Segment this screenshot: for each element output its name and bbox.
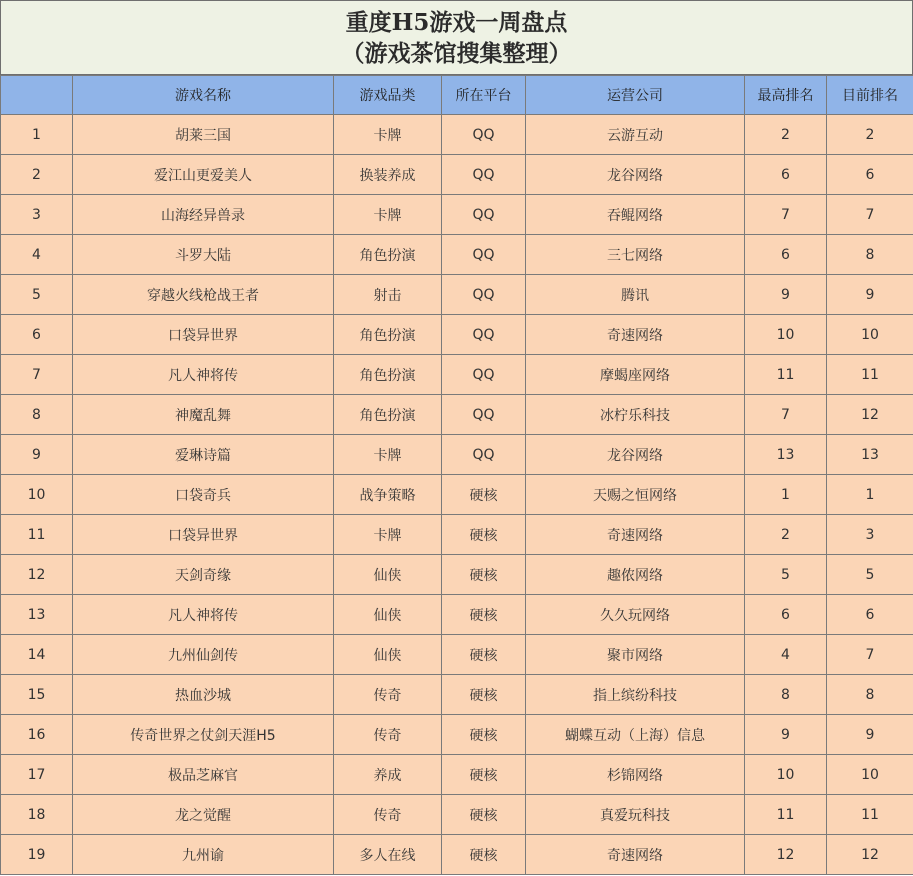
- cell-game-name: 龙之觉醒: [73, 795, 334, 835]
- table-row: [1, 795, 913, 835]
- cell-highest-rank: 12: [745, 835, 827, 875]
- cell-current-rank: 3: [827, 515, 913, 555]
- table-row: [1, 355, 913, 395]
- cell-genre: 仙侠: [334, 595, 442, 635]
- cell-game-name: 斗罗大陆: [73, 235, 334, 275]
- cell-index: 16: [1, 715, 73, 755]
- cell-index: 13: [1, 595, 73, 635]
- cell-platform: QQ: [442, 435, 526, 475]
- cell-highest-rank: 10: [745, 315, 827, 355]
- cell-index: 7: [1, 355, 73, 395]
- cell-index: 8: [1, 395, 73, 435]
- cell-platform: 硬核: [442, 515, 526, 555]
- cell-platform: 硬核: [442, 675, 526, 715]
- cell-index: 12: [1, 555, 73, 595]
- cell-highest-rank: 6: [745, 595, 827, 635]
- table-row: [1, 835, 913, 875]
- cell-operator: 摩蝎座网络: [526, 355, 745, 395]
- ranking-table: [0, 75, 913, 875]
- table-row: [1, 515, 913, 555]
- header-row: [1, 76, 913, 115]
- table-row: [1, 115, 913, 155]
- cell-highest-rank: 11: [745, 355, 827, 395]
- cell-index: 9: [1, 435, 73, 475]
- cell-highest-rank: 8: [745, 675, 827, 715]
- cell-platform: 硬核: [442, 755, 526, 795]
- table-row: [1, 395, 913, 435]
- cell-genre: 卡牌: [334, 435, 442, 475]
- cell-operator: 指上缤纷科技: [526, 675, 745, 715]
- cell-operator: 聚市网络: [526, 635, 745, 675]
- cell-current-rank: 11: [827, 795, 913, 835]
- cell-game-name: 神魔乱舞: [73, 395, 334, 435]
- table-row: [1, 435, 913, 475]
- cell-operator: 蝴蝶互动（上海）信息: [526, 715, 745, 755]
- cell-current-rank: 2: [827, 115, 913, 155]
- cell-game-name: 九州仙剑传: [73, 635, 334, 675]
- header-operator: 运营公司: [526, 76, 745, 115]
- header-platform: 所在平台: [442, 76, 526, 115]
- title-banner: [0, 0, 913, 75]
- table-row: [1, 595, 913, 635]
- cell-highest-rank: 2: [745, 515, 827, 555]
- cell-genre: 传奇: [334, 675, 442, 715]
- cell-current-rank: 6: [827, 595, 913, 635]
- cell-genre: 传奇: [334, 715, 442, 755]
- title-line-2: （游戏茶馆搜集整理）: [341, 39, 572, 67]
- table-row: [1, 195, 913, 235]
- cell-highest-rank: 6: [745, 235, 827, 275]
- cell-game-name: 山海经异兽录: [73, 195, 334, 235]
- cell-highest-rank: 7: [745, 195, 827, 235]
- cell-game-name: 极品芝麻官: [73, 755, 334, 795]
- table-row: [1, 555, 913, 595]
- cell-highest-rank: 11: [745, 795, 827, 835]
- cell-index: 4: [1, 235, 73, 275]
- cell-current-rank: 8: [827, 235, 913, 275]
- cell-highest-rank: 9: [745, 715, 827, 755]
- cell-genre: 角色扮演: [334, 355, 442, 395]
- cell-highest-rank: 5: [745, 555, 827, 595]
- cell-genre: 角色扮演: [334, 315, 442, 355]
- cell-operator: 腾讯: [526, 275, 745, 315]
- cell-platform: 硬核: [442, 595, 526, 635]
- cell-platform: 硬核: [442, 835, 526, 875]
- cell-current-rank: 12: [827, 835, 913, 875]
- cell-genre: 卡牌: [334, 195, 442, 235]
- cell-game-name: 九州谕: [73, 835, 334, 875]
- cell-index: 5: [1, 275, 73, 315]
- cell-game-name: 口袋异世界: [73, 515, 334, 555]
- cell-operator: 吞鲲网络: [526, 195, 745, 235]
- cell-current-rank: 7: [827, 635, 913, 675]
- cell-game-name: 胡莱三国: [73, 115, 334, 155]
- header-game-name: 游戏名称: [73, 76, 334, 115]
- header-current-rank: 目前排名: [827, 76, 913, 115]
- cell-game-name: 口袋异世界: [73, 315, 334, 355]
- cell-current-rank: 13: [827, 435, 913, 475]
- cell-game-name: 穿越火线枪战王者: [73, 275, 334, 315]
- cell-platform: QQ: [442, 195, 526, 235]
- table-row: [1, 315, 913, 355]
- cell-index: 6: [1, 315, 73, 355]
- cell-operator: 天赐之恒网络: [526, 475, 745, 515]
- cell-platform: 硬核: [442, 635, 526, 675]
- cell-current-rank: 12: [827, 395, 913, 435]
- cell-game-name: 凡人神将传: [73, 355, 334, 395]
- table-row: [1, 235, 913, 275]
- cell-genre: 角色扮演: [334, 235, 442, 275]
- cell-game-name: 传奇世界之仗剑天涯H5: [73, 715, 334, 755]
- cell-index: 14: [1, 635, 73, 675]
- cell-index: 19: [1, 835, 73, 875]
- cell-platform: 硬核: [442, 475, 526, 515]
- cell-genre: 传奇: [334, 795, 442, 835]
- cell-genre: 射击: [334, 275, 442, 315]
- cell-platform: QQ: [442, 115, 526, 155]
- table-row: [1, 475, 913, 515]
- cell-genre: 养成: [334, 755, 442, 795]
- table-row: [1, 755, 913, 795]
- cell-game-name: 凡人神将传: [73, 595, 334, 635]
- cell-game-name: 天剑奇缘: [73, 555, 334, 595]
- cell-genre: 换装养成: [334, 155, 442, 195]
- cell-genre: 仙侠: [334, 635, 442, 675]
- cell-operator: 奇速网络: [526, 315, 745, 355]
- cell-operator: 趣侬网络: [526, 555, 745, 595]
- cell-current-rank: 10: [827, 315, 913, 355]
- cell-index: 1: [1, 115, 73, 155]
- cell-current-rank: 7: [827, 195, 913, 235]
- cell-highest-rank: 6: [745, 155, 827, 195]
- cell-operator: 真爱玩科技: [526, 795, 745, 835]
- cell-genre: 卡牌: [334, 115, 442, 155]
- cell-platform: QQ: [442, 315, 526, 355]
- cell-genre: 战争策略: [334, 475, 442, 515]
- cell-index: 15: [1, 675, 73, 715]
- cell-platform: 硬核: [442, 555, 526, 595]
- cell-operator: 龙谷网络: [526, 435, 745, 475]
- cell-highest-rank: 10: [745, 755, 827, 795]
- cell-genre: 仙侠: [334, 555, 442, 595]
- cell-highest-rank: 2: [745, 115, 827, 155]
- title-line-1: 重度H5游戏一周盘点: [345, 8, 568, 36]
- cell-operator: 久久玩网络: [526, 595, 745, 635]
- cell-platform: QQ: [442, 395, 526, 435]
- cell-index: 10: [1, 475, 73, 515]
- cell-operator: 杉锦网络: [526, 755, 745, 795]
- table-row: [1, 715, 913, 755]
- cell-game-name: 口袋奇兵: [73, 475, 334, 515]
- cell-highest-rank: 13: [745, 435, 827, 475]
- cell-genre: 角色扮演: [334, 395, 442, 435]
- cell-highest-rank: 7: [745, 395, 827, 435]
- cell-current-rank: 10: [827, 755, 913, 795]
- cell-genre: 卡牌: [334, 515, 442, 555]
- cell-operator: 奇速网络: [526, 835, 745, 875]
- cell-operator: 奇速网络: [526, 515, 745, 555]
- cell-highest-rank: 4: [745, 635, 827, 675]
- cell-index: 11: [1, 515, 73, 555]
- cell-current-rank: 5: [827, 555, 913, 595]
- cell-operator: 三七网络: [526, 235, 745, 275]
- cell-platform: 硬核: [442, 715, 526, 755]
- cell-game-name: 爱琳诗篇: [73, 435, 334, 475]
- cell-current-rank: 9: [827, 275, 913, 315]
- cell-highest-rank: 1: [745, 475, 827, 515]
- header-index: [1, 76, 73, 115]
- cell-platform: QQ: [442, 355, 526, 395]
- cell-current-rank: 1: [827, 475, 913, 515]
- table-row: [1, 675, 913, 715]
- cell-index: 18: [1, 795, 73, 835]
- header-highest-rank: 最高排名: [745, 76, 827, 115]
- cell-index: 17: [1, 755, 73, 795]
- cell-operator: 冰柠乐科技: [526, 395, 745, 435]
- header-genre: 游戏品类: [334, 76, 442, 115]
- cell-current-rank: 9: [827, 715, 913, 755]
- cell-index: 2: [1, 155, 73, 195]
- cell-current-rank: 6: [827, 155, 913, 195]
- table-row: [1, 275, 913, 315]
- table-row: [1, 155, 913, 195]
- cell-platform: QQ: [442, 275, 526, 315]
- cell-current-rank: 8: [827, 675, 913, 715]
- cell-genre: 多人在线: [334, 835, 442, 875]
- cell-game-name: 爱江山更爱美人: [73, 155, 334, 195]
- cell-current-rank: 11: [827, 355, 913, 395]
- cell-highest-rank: 9: [745, 275, 827, 315]
- cell-platform: QQ: [442, 235, 526, 275]
- table-row: [1, 635, 913, 675]
- cell-operator: 龙谷网络: [526, 155, 745, 195]
- cell-game-name: 热血沙城: [73, 675, 334, 715]
- cell-index: 3: [1, 195, 73, 235]
- cell-platform: QQ: [442, 155, 526, 195]
- cell-platform: 硬核: [442, 795, 526, 835]
- cell-operator: 云游互动: [526, 115, 745, 155]
